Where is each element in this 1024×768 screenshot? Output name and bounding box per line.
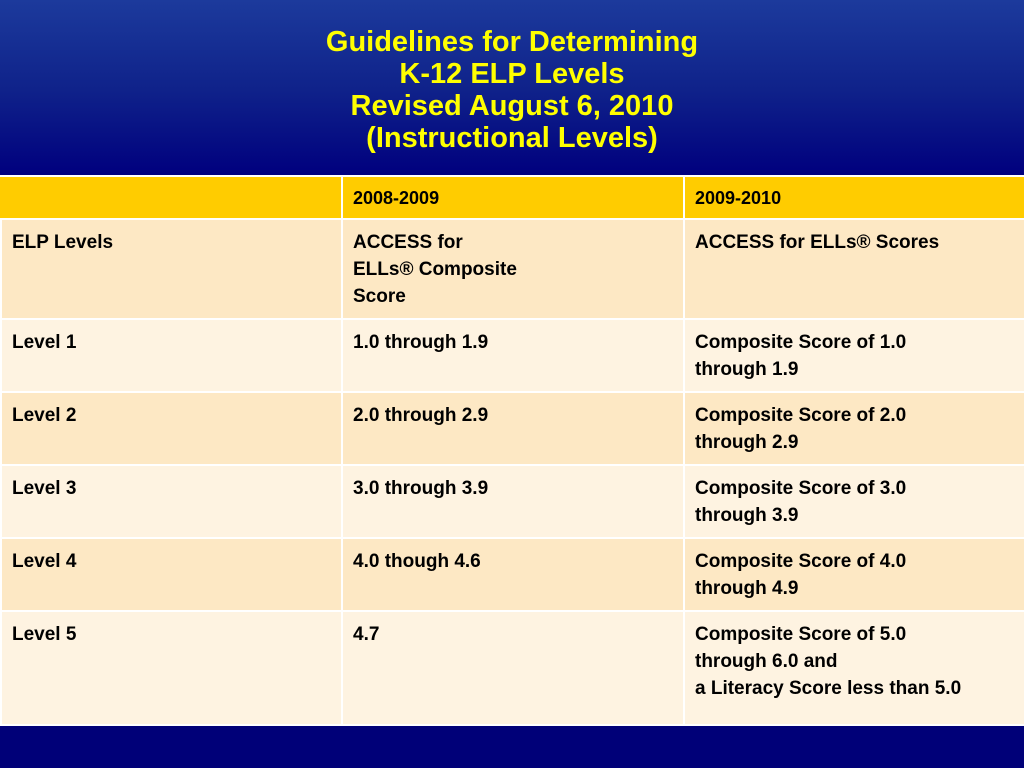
- score-2008-2009-cell: [342, 392, 684, 465]
- row-label-cell: Level 5: [1, 611, 342, 725]
- score-2009-2010-cell: [684, 538, 1024, 611]
- table-row: [1, 611, 1024, 725]
- score-2008-2009-cell: [342, 538, 684, 611]
- score-2008-2009-cell: [342, 611, 684, 725]
- header-cell-2009-2010: 2009-2010: [684, 176, 1024, 219]
- cell-text-line: through 3.9: [695, 505, 799, 526]
- score-2009-2010-cell: [684, 319, 1024, 392]
- cell-text-line: 4.7: [353, 624, 380, 645]
- score-2008-2009-cell: [342, 319, 684, 392]
- score-2008-2009-cell: [342, 219, 684, 319]
- table-row: [1, 392, 1024, 465]
- title-line-1: Guidelines for Determining: [325, 26, 699, 58]
- cell-text-line: ACCESS for ELLs® Scores: [695, 232, 940, 253]
- elp-levels-table: [0, 175, 1024, 726]
- cell-text-line: through 1.9: [695, 359, 799, 380]
- score-2008-2009-cell: [342, 465, 684, 538]
- cell-text-line: Composite Score of 1.0: [695, 332, 907, 353]
- cell-text-line: Composite Score of 5.0: [695, 624, 907, 645]
- cell-text-line: ACCESS for: [353, 232, 463, 253]
- row-label-cell: Level 3: [1, 465, 342, 538]
- row-label-cell: Level 4: [1, 538, 342, 611]
- table-row: [1, 465, 1024, 538]
- row-label-cell: Level 2: [1, 392, 342, 465]
- score-2009-2010-cell: [684, 392, 1024, 465]
- cell-text-line: ELLs® Composite: [353, 259, 517, 280]
- title-line-3: Revised August 6, 2010: [350, 90, 674, 122]
- slide-title: [0, 26, 1024, 154]
- table-header-row: [1, 176, 1024, 219]
- cell-text-line: a Literacy Score less than 5.0: [695, 678, 962, 699]
- header-cell-empty: [1, 176, 342, 219]
- table-row: [1, 219, 1024, 319]
- cell-text-line: through 4.9: [695, 578, 799, 599]
- table-row: [1, 319, 1024, 392]
- cell-text-line: through 2.9: [695, 432, 799, 453]
- row-label-cell: Level 1: [1, 319, 342, 392]
- cell-text-line: Composite Score of 4.0: [695, 551, 907, 572]
- header-cell-2008-2009: 2008-2009: [342, 176, 684, 219]
- cell-text-line: Composite Score of 3.0: [695, 478, 907, 499]
- cell-text-line: 4.0 though 4.6: [353, 551, 481, 572]
- cell-text-line: Score: [353, 286, 406, 307]
- score-2009-2010-cell: [684, 611, 1024, 725]
- title-line-2: K-12 ELP Levels: [399, 58, 625, 90]
- cell-text-line: through 6.0 and: [695, 651, 838, 672]
- score-2009-2010-cell: [684, 465, 1024, 538]
- elp-levels-table-container: [0, 175, 1024, 726]
- title-line-4: (Instructional Levels): [366, 122, 658, 154]
- cell-text-line: 2.0 through 2.9: [353, 405, 489, 426]
- cell-text-line: 3.0 through 3.9: [353, 478, 489, 499]
- row-label-cell: ELP Levels: [1, 219, 342, 319]
- cell-text-line: 1.0 through 1.9: [353, 332, 489, 353]
- table-row: [1, 538, 1024, 611]
- score-2009-2010-cell: [684, 219, 1024, 319]
- cell-text-line: Composite Score of 2.0: [695, 405, 907, 426]
